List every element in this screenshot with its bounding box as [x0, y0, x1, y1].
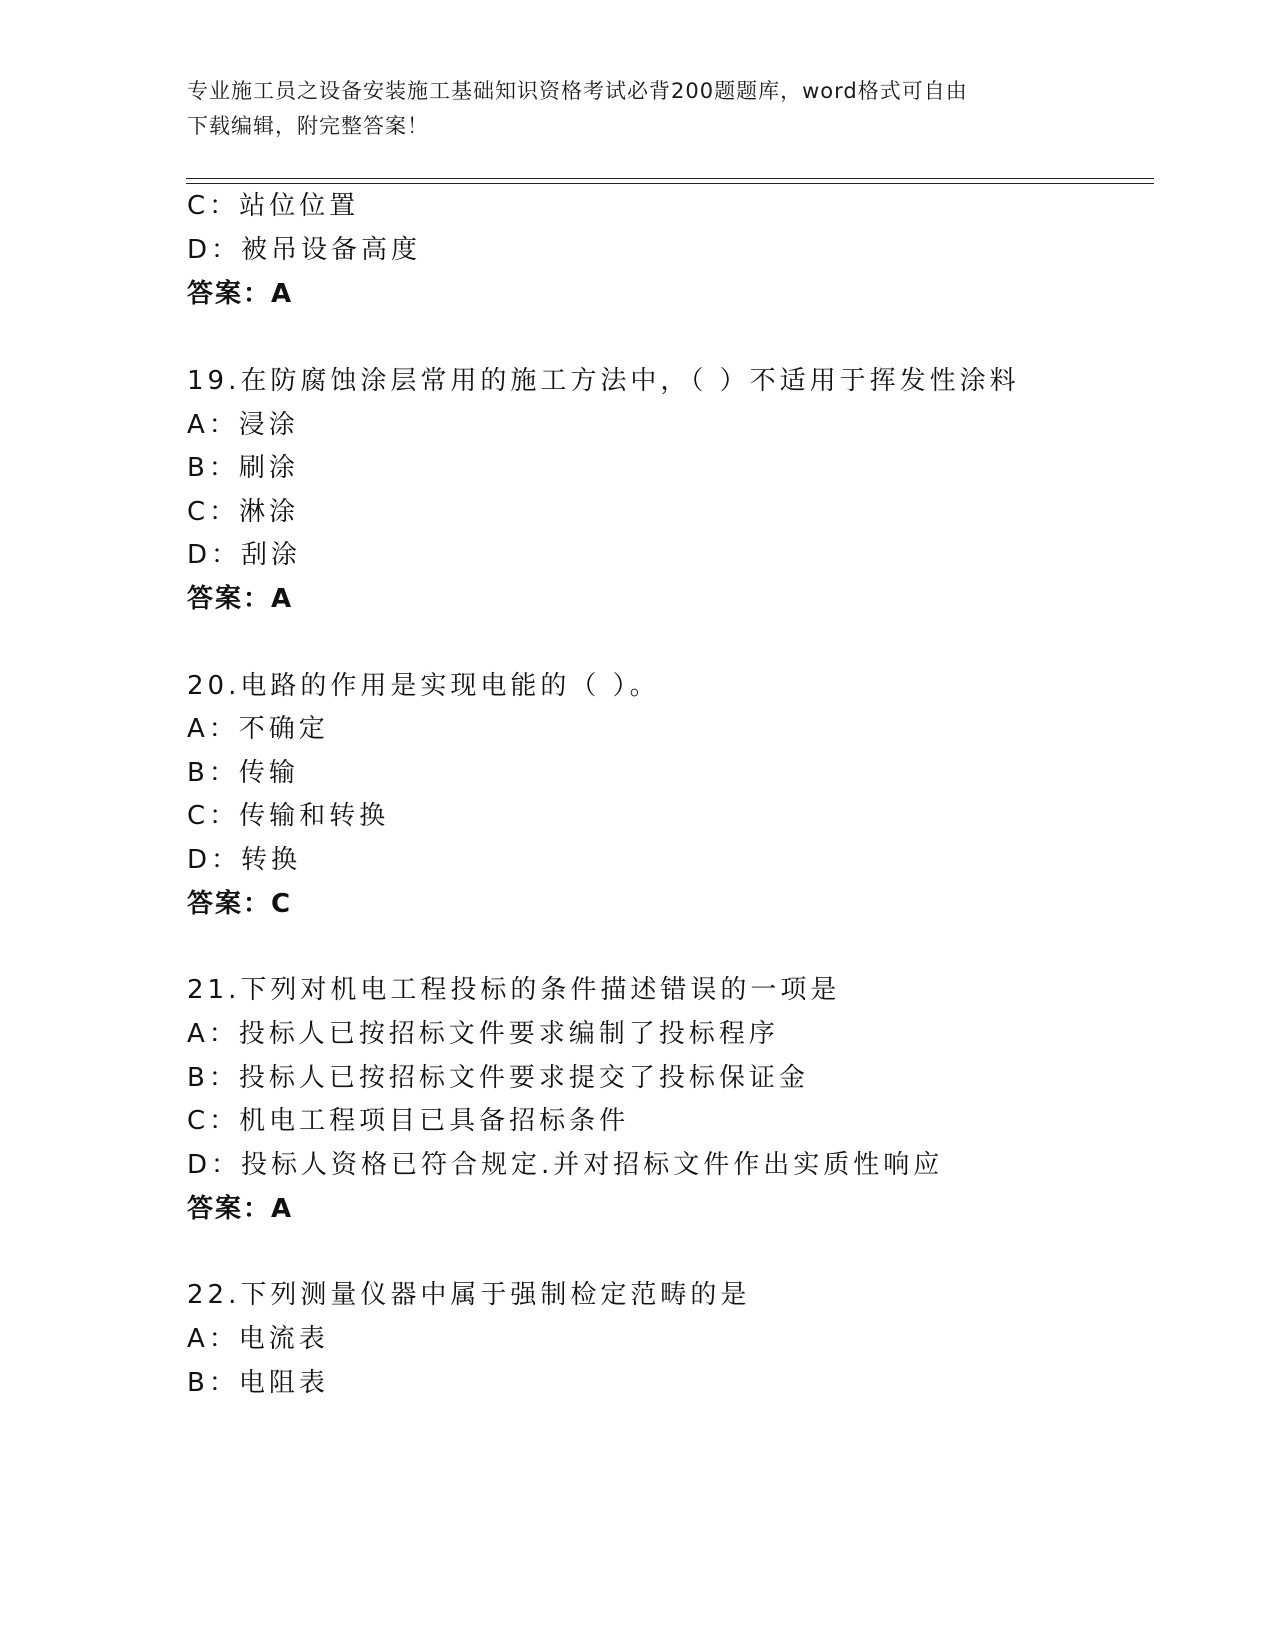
option-line: A：投标人已按招标文件要求编制了投标程序: [187, 1019, 779, 1049]
option-line: D：被吊设备高度: [187, 235, 422, 265]
question-stem: 20.电路的作用是实现电能的（ ）。: [187, 671, 660, 701]
option-line: B：刷涂: [187, 453, 299, 483]
answer-line: 答案：A: [187, 279, 294, 309]
option-line: B：投标人已按招标文件要求提交了投标保证金: [187, 1063, 809, 1093]
question-stem: 19.在防腐蚀涂层常用的施工方法中，（ ）不适用于挥发性涂料: [187, 366, 1020, 396]
option-line: A：不确定: [187, 714, 329, 744]
option-line: D：转换: [187, 845, 302, 875]
option-line: A：浸涂: [187, 410, 299, 440]
option-line: A：电流表: [187, 1324, 329, 1354]
option-line: D：投标人资格已符合规定.并对招标文件作出实质性响应: [187, 1150, 944, 1180]
header-line-2: 下载编辑，附完整答案！: [187, 114, 429, 138]
option-line: B：电阻表: [187, 1368, 329, 1398]
question-stem: 21.下列对机电工程投标的条件描述错误的一项是: [187, 975, 841, 1005]
option-line: B：传输: [187, 758, 299, 788]
option-line: C：机电工程项目已具备招标条件: [187, 1106, 630, 1136]
answer-line: 答案：C: [187, 889, 293, 919]
header-rule-bottom: [186, 183, 1154, 184]
header-rule-top: [186, 178, 1154, 179]
option-line: C：淋涂: [187, 497, 300, 527]
answer-line: 答案：A: [187, 584, 294, 614]
option-line: C：传输和转换: [187, 801, 390, 831]
option-line: D：刮涂: [187, 540, 302, 570]
document-header: [187, 74, 1087, 144]
header-line-1: 专业施工员之设备安装施工基础知识资格考试必背200题题库，word格式可自由: [187, 79, 968, 103]
question-stem: 22.下列测量仪器中属于强制检定范畴的是: [187, 1280, 751, 1310]
option-line: C：站位位置: [187, 191, 360, 221]
answer-line: 答案：A: [187, 1194, 294, 1224]
